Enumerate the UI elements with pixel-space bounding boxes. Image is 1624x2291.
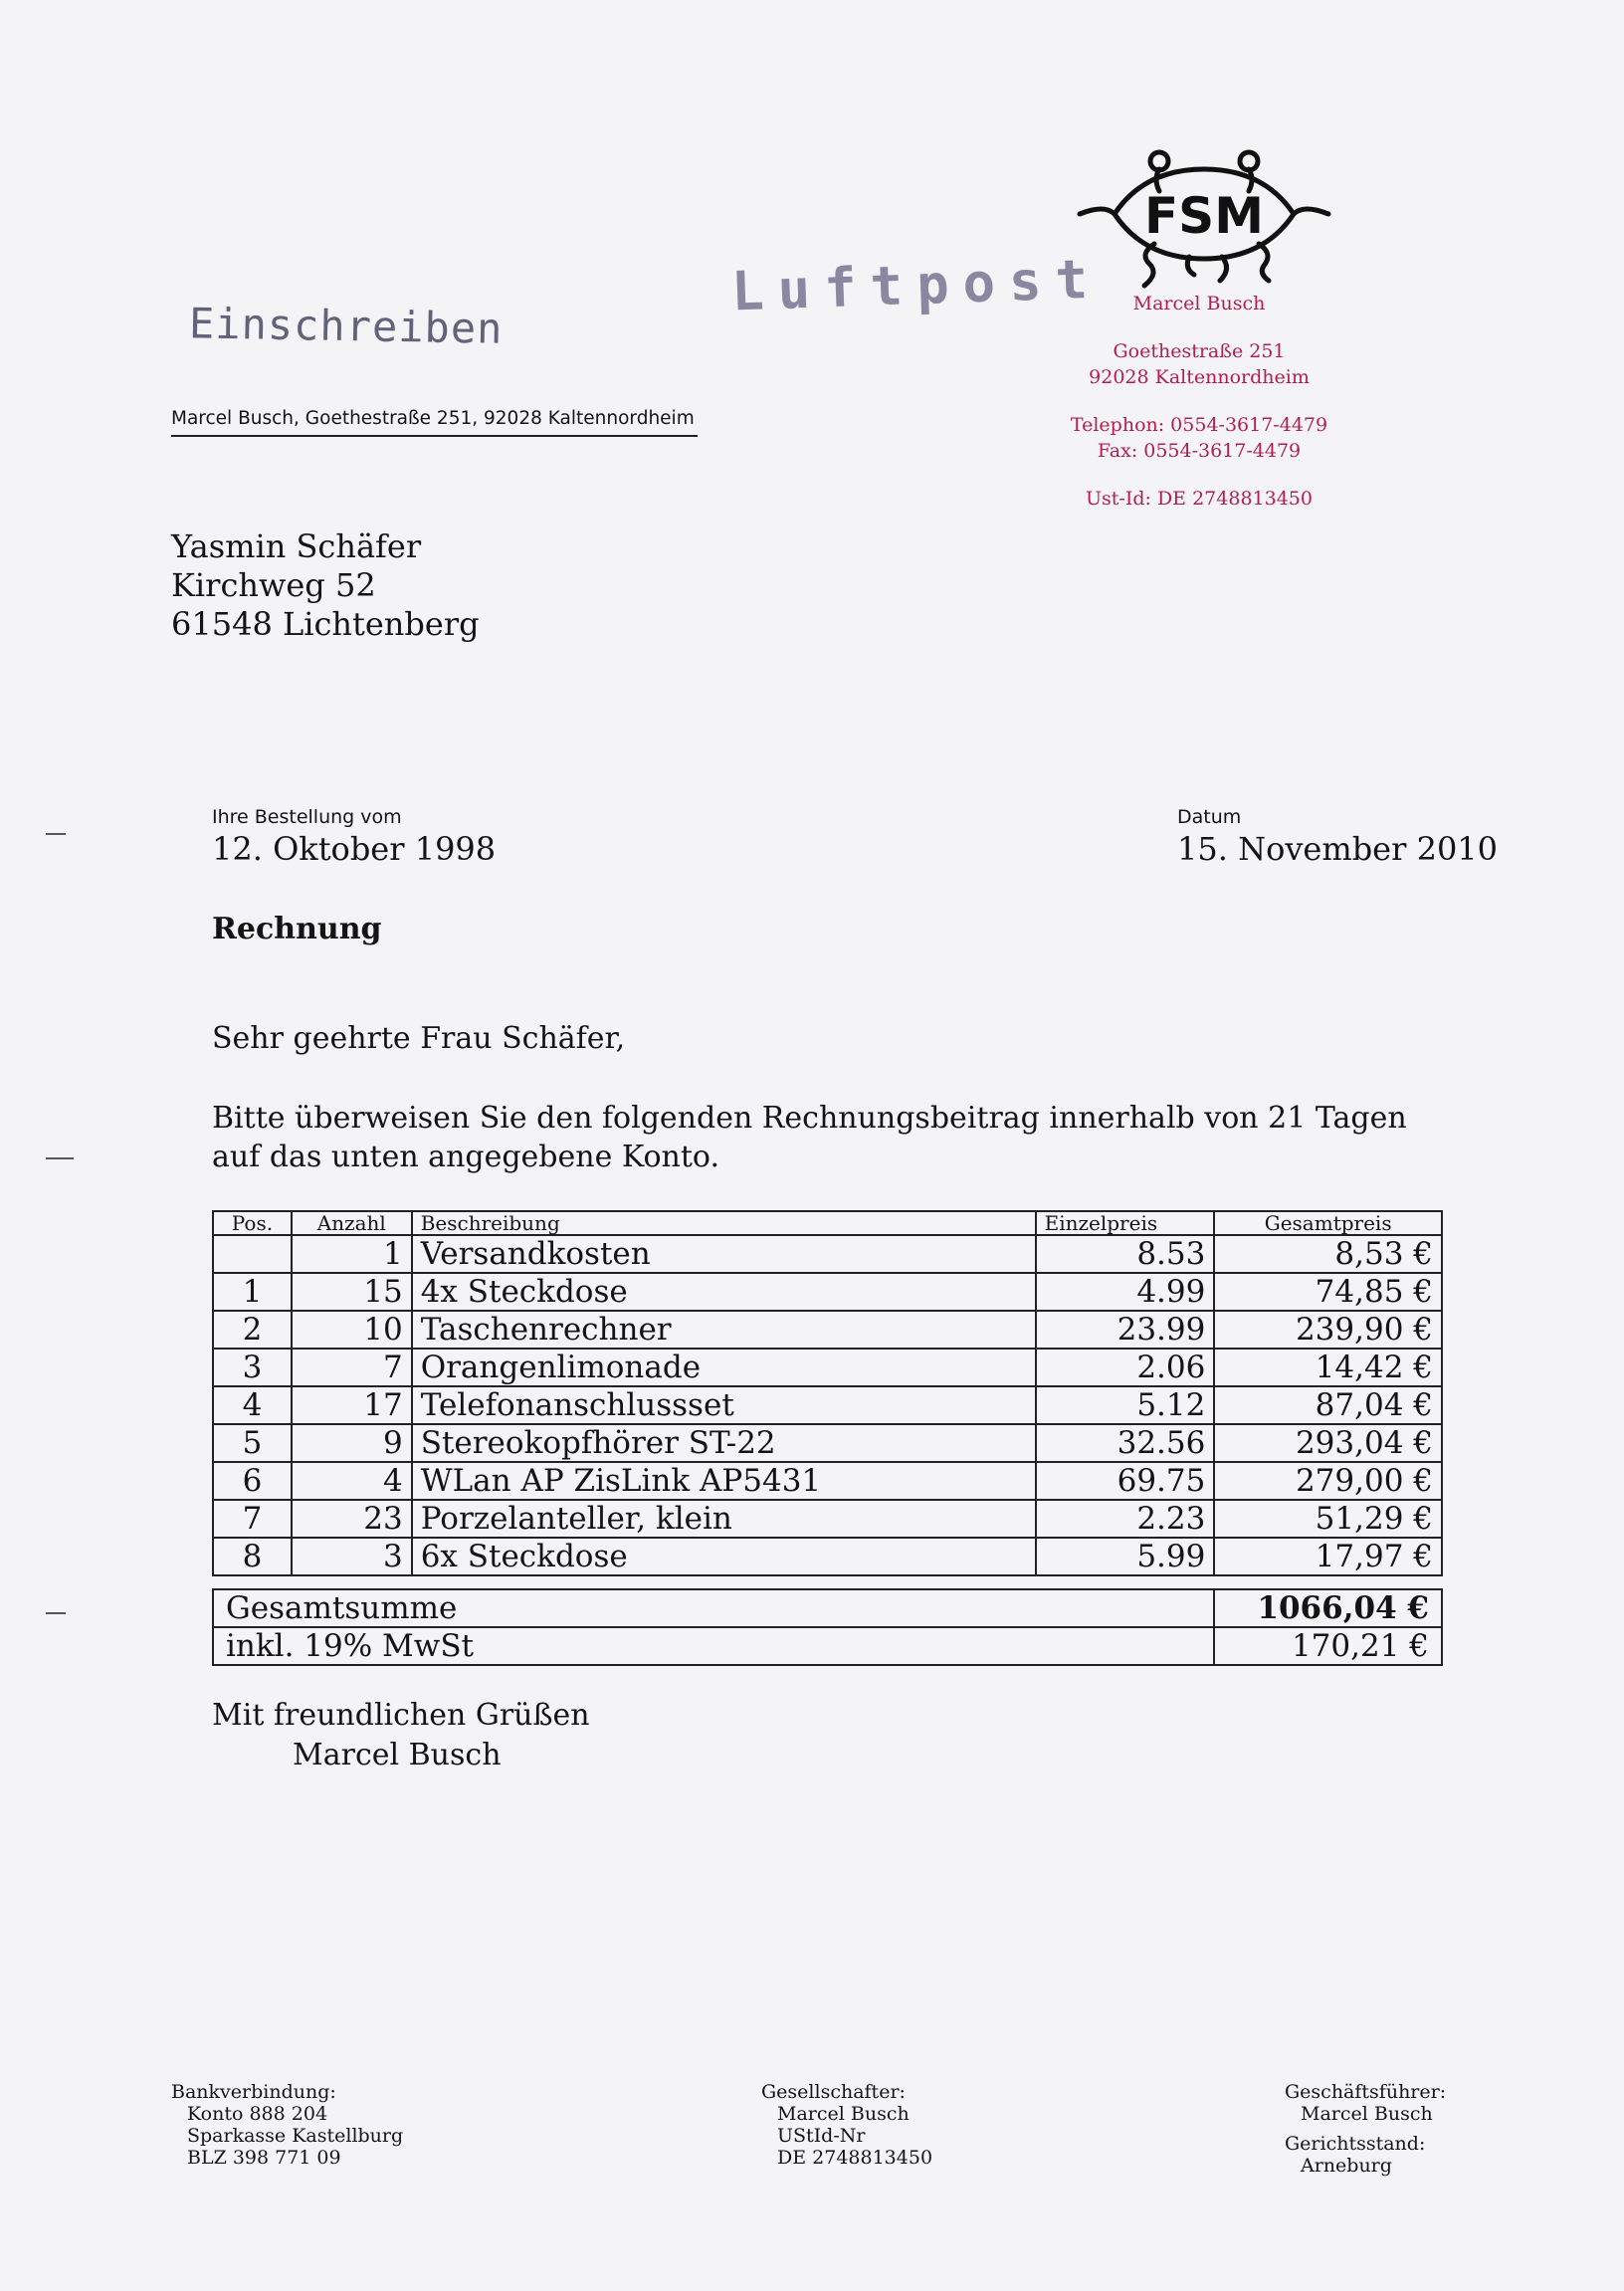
total-row: [213, 1589, 1442, 1627]
luftpost-stamp: Luftpost: [730, 247, 1104, 323]
recipient-name: Yasmin Schäfer: [171, 527, 422, 565]
vat-row: [213, 1627, 1442, 1665]
fsm-logo-icon: [1075, 139, 1333, 289]
cell-beschreibung: 6x Steckdose: [412, 1538, 1036, 1575]
cell-einzelpreis: 2.23: [1036, 1500, 1215, 1538]
cell-beschreibung: Stereokopfhörer ST-22: [412, 1424, 1036, 1462]
col-header-pos: Pos.: [213, 1211, 292, 1235]
footer-bank-title: Bankverbindung:: [171, 2081, 336, 2103]
cell-anzahl: 10: [292, 1311, 412, 1349]
cell-pos: 5: [213, 1424, 292, 1462]
cell-anzahl: 7: [292, 1349, 412, 1386]
letterhead-fax: Fax: 0554-3617-4479: [1097, 440, 1302, 462]
footer-court-label: Gerichtsstand:: [1285, 2133, 1426, 2155]
fold-mark: [46, 833, 66, 835]
cell-anzahl: 9: [292, 1424, 412, 1462]
closing: [212, 1696, 590, 1775]
total-label: Gesamtsumme: [213, 1589, 1214, 1627]
recipient-address: [171, 527, 480, 644]
cell-beschreibung: Versandkosten: [412, 1235, 1036, 1273]
cell-beschreibung: Taschenrechner: [412, 1311, 1036, 1349]
order-date: 12. Oktober 1998: [212, 830, 497, 868]
cell-beschreibung: WLan AP ZisLink AP5431: [412, 1462, 1036, 1500]
cell-gesamtpreis: 74,85 €: [1214, 1273, 1442, 1311]
footer-bank-blz: BLZ 398 771 09: [187, 2147, 341, 2169]
greeting: Sehr geehrte Frau Schäfer,: [212, 1021, 626, 1056]
totals-table: [212, 1588, 1443, 1666]
cell-gesamtpreis: 14,42 €: [1214, 1349, 1442, 1386]
cell-pos: 6: [213, 1462, 292, 1500]
cell-anzahl: 3: [292, 1538, 412, 1575]
cell-pos: 7: [213, 1500, 292, 1538]
cell-einzelpreis: 23.99: [1036, 1311, 1215, 1349]
cell-anzahl: 23: [292, 1500, 412, 1538]
cell-beschreibung: Telefonanschlussset: [412, 1386, 1036, 1424]
cell-gesamtpreis: 239,90 €: [1214, 1311, 1442, 1349]
letterhead-name: Marcel Busch: [1132, 293, 1266, 314]
order-date-block: [212, 806, 496, 868]
footer-management: [1285, 2081, 1446, 2177]
cell-einzelpreis: 5.99: [1036, 1538, 1215, 1575]
footer-court: Arneburg: [1301, 2155, 1392, 2177]
cell-gesamtpreis: 17,97 €: [1214, 1538, 1442, 1575]
vat-label: inkl. 19% MwSt: [213, 1627, 1214, 1665]
fold-mark: [46, 1612, 66, 1614]
cell-einzelpreis: 2.06: [1036, 1349, 1215, 1386]
table-header-row: [213, 1211, 1442, 1235]
cell-gesamtpreis: 87,04 €: [1214, 1386, 1442, 1424]
einschreiben-stamp: Einschreiben: [188, 299, 504, 353]
table-row: [213, 1311, 1442, 1349]
recipient-street: Kirchweg 52: [171, 566, 376, 604]
table-row: [213, 1273, 1442, 1311]
letterhead-telephone: Telephon: 0554-3617-4479: [1070, 414, 1328, 436]
cell-gesamtpreis: 8,53 €: [1214, 1235, 1442, 1273]
punch-mark: [46, 1157, 74, 1159]
cell-gesamtpreis: 51,29 €: [1214, 1500, 1442, 1538]
footer-bank-name: Sparkasse Kastellburg: [187, 2125, 404, 2147]
body-text: Bitte überweisen Sie den folgenden Rechnungsbeitrag innerhalb von 21 Tagen auf das unten angegebene Konto.: [212, 1101, 1407, 1174]
footer-management-title: Geschäftsführer:: [1285, 2081, 1447, 2103]
return-address: Marcel Busch, Goethestraße 251, 92028 Kaltennordheim: [171, 408, 698, 437]
cell-einzelpreis: 5.12: [1036, 1386, 1215, 1424]
letterhead-street: Goethestraße 251: [1113, 340, 1286, 362]
cell-gesamtpreis: 279,00 €: [1214, 1462, 1442, 1500]
col-header-gesamtpreis: Gesamtpreis: [1214, 1211, 1442, 1235]
col-header-anzahl: Anzahl: [292, 1211, 412, 1235]
order-date-label: Ihre Bestellung vom: [212, 806, 402, 828]
cell-pos: 3: [213, 1349, 292, 1386]
cell-anzahl: 15: [292, 1273, 412, 1311]
table-row: [213, 1538, 1442, 1575]
cell-einzelpreis: 32.56: [1036, 1424, 1215, 1462]
col-header-beschreibung: Beschreibung: [412, 1211, 1036, 1235]
table-row: [213, 1462, 1442, 1500]
table-row: [213, 1235, 1442, 1273]
invoice-date: 15. November 2010: [1177, 830, 1499, 868]
letterhead-city: 92028 Kaltennordheim: [1089, 366, 1310, 388]
cell-pos: 8: [213, 1538, 292, 1575]
cell-beschreibung: 4x Steckdose: [412, 1273, 1036, 1311]
footer-partner-name: Marcel Busch: [777, 2103, 910, 2125]
signature-name: Marcel Busch: [293, 1738, 502, 1772]
cell-gesamtpreis: 293,04 €: [1214, 1424, 1442, 1462]
vat-value: 170,21 €: [1214, 1627, 1442, 1665]
date-label: Datum: [1177, 806, 1242, 828]
closing-phrase: Mit freundlichen Grüßen: [212, 1698, 590, 1733]
table-row: [213, 1349, 1442, 1386]
cell-einzelpreis: 8.53: [1036, 1235, 1215, 1273]
table-row: [213, 1500, 1442, 1538]
cell-beschreibung: Porzelanteller, klein: [412, 1500, 1036, 1538]
col-header-einzelpreis: Einzelpreis: [1036, 1211, 1215, 1235]
total-value: 1066,04 €: [1214, 1589, 1442, 1627]
footer-partner: [761, 2081, 932, 2169]
items-table: [212, 1210, 1443, 1576]
recipient-city: 61548 Lichtenberg: [171, 605, 480, 643]
footer-partner-ustid: DE 2748813450: [777, 2147, 933, 2169]
cell-anzahl: 17: [292, 1386, 412, 1424]
cell-pos: 2: [213, 1311, 292, 1349]
footer-bank: [171, 2081, 403, 2169]
subject: Rechnung: [212, 912, 382, 946]
footer-bank-account: Konto 888 204: [187, 2103, 328, 2125]
date-block: [1177, 806, 1498, 868]
footer-partner-ustid-label: UStId-Nr: [777, 2125, 866, 2147]
cell-anzahl: 1: [292, 1235, 412, 1273]
cell-einzelpreis: 4.99: [1036, 1273, 1215, 1311]
cell-anzahl: 4: [292, 1462, 412, 1500]
footer-management-name: Marcel Busch: [1301, 2103, 1433, 2125]
letterhead: [995, 291, 1403, 512]
letterhead-ust-id: Ust-Id: DE 2748813450: [1086, 488, 1313, 510]
cell-pos: 4: [213, 1386, 292, 1424]
footer-partner-title: Gesellschafter:: [761, 2081, 906, 2103]
cell-pos: [213, 1235, 292, 1273]
cell-einzelpreis: 69.75: [1036, 1462, 1215, 1500]
table-row: [213, 1424, 1442, 1462]
table-row: [213, 1386, 1442, 1424]
logo-text: FSM: [1144, 187, 1264, 245]
cell-beschreibung: Orangenlimonade: [412, 1349, 1036, 1386]
cell-pos: 1: [213, 1273, 292, 1311]
